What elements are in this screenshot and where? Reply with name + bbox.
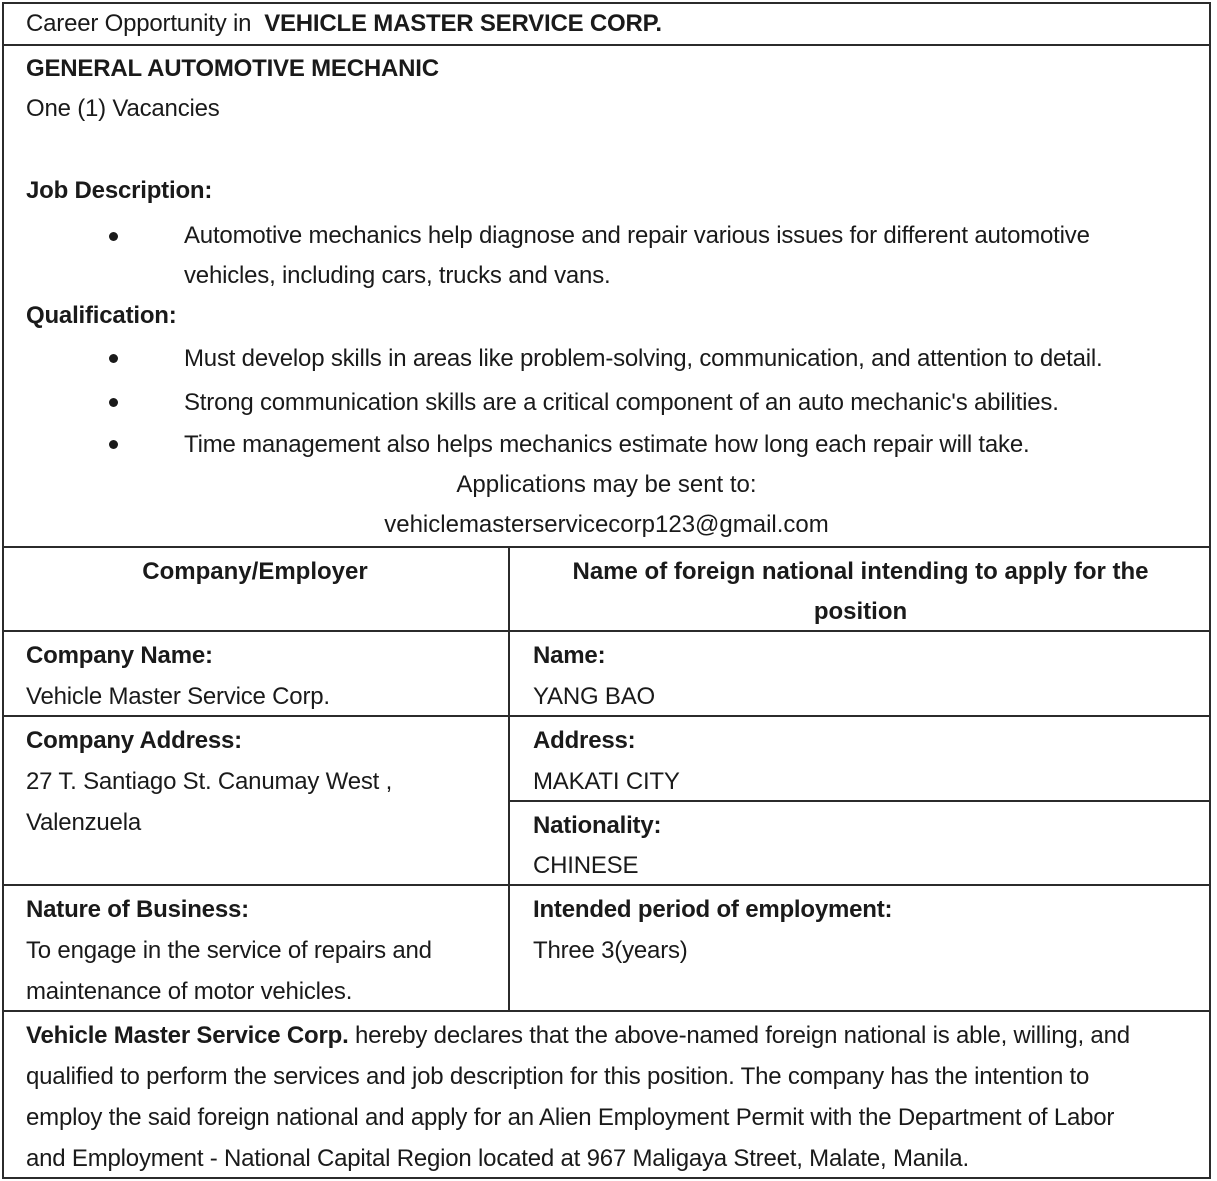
company-name-label: Company Name: <box>26 642 213 669</box>
col2-header-line1: Name of foreign national intending to apply for the <box>572 558 1149 585</box>
divider <box>2 884 1211 886</box>
bullet-icon <box>109 440 118 449</box>
nature-of-business-line1: To engage in the service of repairs and <box>26 937 432 964</box>
divider <box>2 546 1211 548</box>
declaration-line4: and Employment - National Capital Region located at 967 Maligaya Street, Malate, Manila. <box>26 1145 969 1172</box>
declaration-line1 <box>26 1022 1130 1050</box>
job-description-heading: Job Description: <box>26 177 213 204</box>
col1-header: Company/Employer <box>142 558 368 585</box>
company-address-line1: 27 T. Santiago St. Canumay West , <box>26 768 393 795</box>
nationality-label: Nationality: <box>533 812 662 839</box>
nationality-value: CHINESE <box>533 852 639 879</box>
divider <box>508 800 1211 802</box>
qualification-item: Strong communication skills are a critical component of an auto mechanic's abilities. <box>184 389 1059 416</box>
divider <box>2 44 1211 46</box>
nature-of-business-label: Nature of Business: <box>26 896 249 923</box>
bullet-icon <box>109 232 118 241</box>
company-address-line2: Valenzuela <box>26 809 141 836</box>
col2-header-line2: position <box>813 598 908 625</box>
bullet-icon <box>109 398 118 407</box>
vacancies-text: One (1) Vacancies <box>26 95 220 122</box>
qualification-item: Time management also helps mechanics estimate how long each repair will take. <box>184 431 1030 458</box>
company-name-value: Vehicle Master Service Corp. <box>26 683 330 710</box>
divider <box>2 715 1211 717</box>
job-description-item-line2: vehicles, including cars, trucks and vans. <box>184 262 611 289</box>
bullet-icon <box>109 354 118 363</box>
qualification-item: Must develop skills in areas like problem-solving, communication, and attention to detail. <box>184 345 1103 372</box>
declaration-line1-text: hereby declares that the above-named foreign national is able, willing, and <box>348 1022 1130 1049</box>
declaration-line3: employ the said foreign national and apply for an Alien Employment Permit with the Department of Labor <box>26 1104 1115 1131</box>
header-company: VEHICLE MASTER SERVICE CORP. <box>264 10 662 37</box>
applications-email[interactable]: vehiclemasterservicecorp123@gmail.com <box>384 511 829 538</box>
qualification-heading: Qualification: <box>26 302 177 329</box>
divider <box>2 630 1211 632</box>
employment-period-label: Intended period of employment: <box>533 896 893 923</box>
address-value: MAKATI CITY <box>533 768 680 795</box>
declaration-company: Vehicle Master Service Corp. <box>26 1022 349 1049</box>
position-title: GENERAL AUTOMOTIVE MECHANIC <box>26 55 439 82</box>
company-address-label: Company Address: <box>26 727 242 754</box>
header-line <box>26 10 662 38</box>
header-prefix: Career Opportunity in <box>26 10 252 37</box>
name-value: YANG BAO <box>533 683 655 710</box>
declaration-line2: qualified to perform the services and job description for this position. The company has the intention to <box>26 1063 1090 1090</box>
nature-of-business-line2: maintenance of motor vehicles. <box>26 978 353 1005</box>
job-description-item-line1: Automotive mechanics help diagnose and repair various issues for different automotive <box>184 222 1090 249</box>
applications-label: Applications may be sent to: <box>456 471 757 498</box>
divider <box>2 1010 1211 1012</box>
address-label: Address: <box>533 727 636 754</box>
name-label: Name: <box>533 642 606 669</box>
employment-period-value: Three 3(years) <box>533 937 688 964</box>
